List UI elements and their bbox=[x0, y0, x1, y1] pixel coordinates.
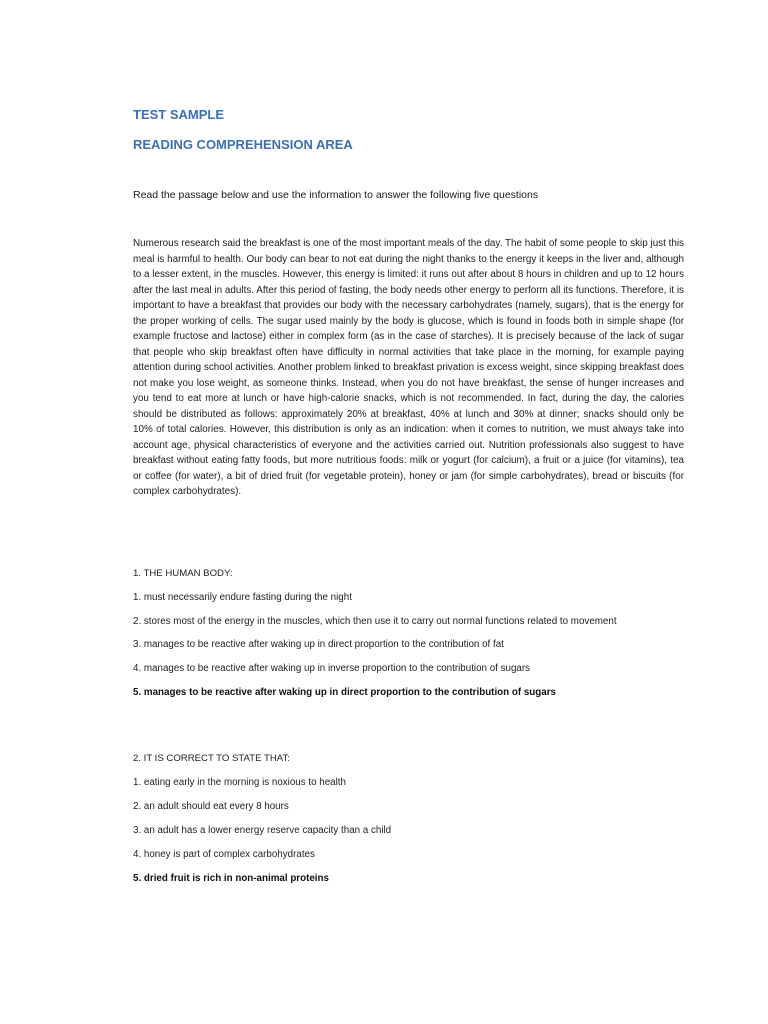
question-2-option-1: 1. eating early in the morning is noxious to health bbox=[133, 777, 346, 788]
question-2-option-3: 3. an adult has a lower energy reserve capacity than a child bbox=[133, 825, 392, 836]
question-2-option-5: 5. dried fruit is rich in non-animal proteins bbox=[133, 873, 329, 884]
passage-paragraph: Numerous research said the breakfast is one of the most important meals of the day. The habit of some people to skip just this meal is harmful to health. Our body can bear to not eat during the night thanks to the energy it keeps in the liver and, although to a lesser extent, in the muscles. However, this energy is limited: it runs out after about 8 hours in children and up to 12 hours after the last meal in adults. After this period of fasting, the body needs other energy to perform all its functions. Therefore, it is important to have a breakfast that provides our body with the necessary carbohydrates (namely, sugars), that is the energy for the proper working of cells. The sugar used mainly by the body is glucose, which is found in foods both in simple shape (for example fructose and lactose) either in complex form (as in the case of starches). It is precisely because of the lack of sugar that people who skip breakfast often have difficulty in normal activities that take place in the morning, for example paying attention during school activities. Another problem linked to breakfast privation is excess weight, since skipping breakfast does not make you lose weight, as someone thinks. Instead, when you do not have breakfast, the sense of hunger increases and you tend to eat more at lunch or have high-calorie snacks, which is not recommended. In fact, during the day, the calories should be distributed as follows: approximately 20% at breakfast, 40% at lunch and 30% at dinner; snacks should only be 10% of total calories. However, this distribution is only as an indication: when it comes to nutrition, we must always take into account age, physical characteristics of everyone and the activities carried out. Nutrition professionals also suggest to have breakfast without eating fatty foods, but more nutritious foods: milk or yogurt (for calcium), a fruit or a juice (for vitamins), tea or coffee (for water), a bit of dried fruit (for vegetable protein), honey or jam (for simple carbohydrates), bread or biscuits (for complex carbohydrates). bbox=[133, 238, 684, 497]
question-1-option-5: 5. manages to be reactive after waking up in direct proportion to the contribution of sugars bbox=[133, 687, 556, 698]
question-2-options bbox=[133, 776, 693, 886]
question-2 bbox=[133, 753, 693, 896]
reading-passage bbox=[133, 236, 684, 500]
question-1-option-1: 1. must necessarily endure fasting during the night bbox=[133, 592, 352, 603]
question-2-title: 2. IT IS CORRECT TO STATE THAT: bbox=[133, 753, 290, 764]
document-title: TEST SAMPLE bbox=[133, 107, 225, 122]
question-2-option-2: 2. an adult should eat every 8 hours bbox=[133, 801, 289, 812]
question-1-options bbox=[133, 591, 693, 700]
section-heading: READING COMPREHENSION AREA bbox=[133, 137, 353, 152]
question-1 bbox=[133, 568, 693, 710]
instruction-text: Read the passage below and use the information to answer the following five questions bbox=[133, 189, 539, 201]
question-1-option-3: 3. manages to be reactive after waking up in direct proportion to the contribution of fat bbox=[133, 639, 504, 650]
question-1-option-2: 2. stores most of the energy in the muscles, which then use it to carry out normal functions related to movement bbox=[133, 616, 617, 627]
question-1-title: 1. THE HUMAN BODY: bbox=[133, 568, 233, 579]
question-1-option-4: 4. manages to be reactive after waking up in inverse proportion to the contribution of sugars bbox=[133, 663, 531, 674]
question-2-option-4: 4. honey is part of complex carbohydrates bbox=[133, 849, 315, 860]
